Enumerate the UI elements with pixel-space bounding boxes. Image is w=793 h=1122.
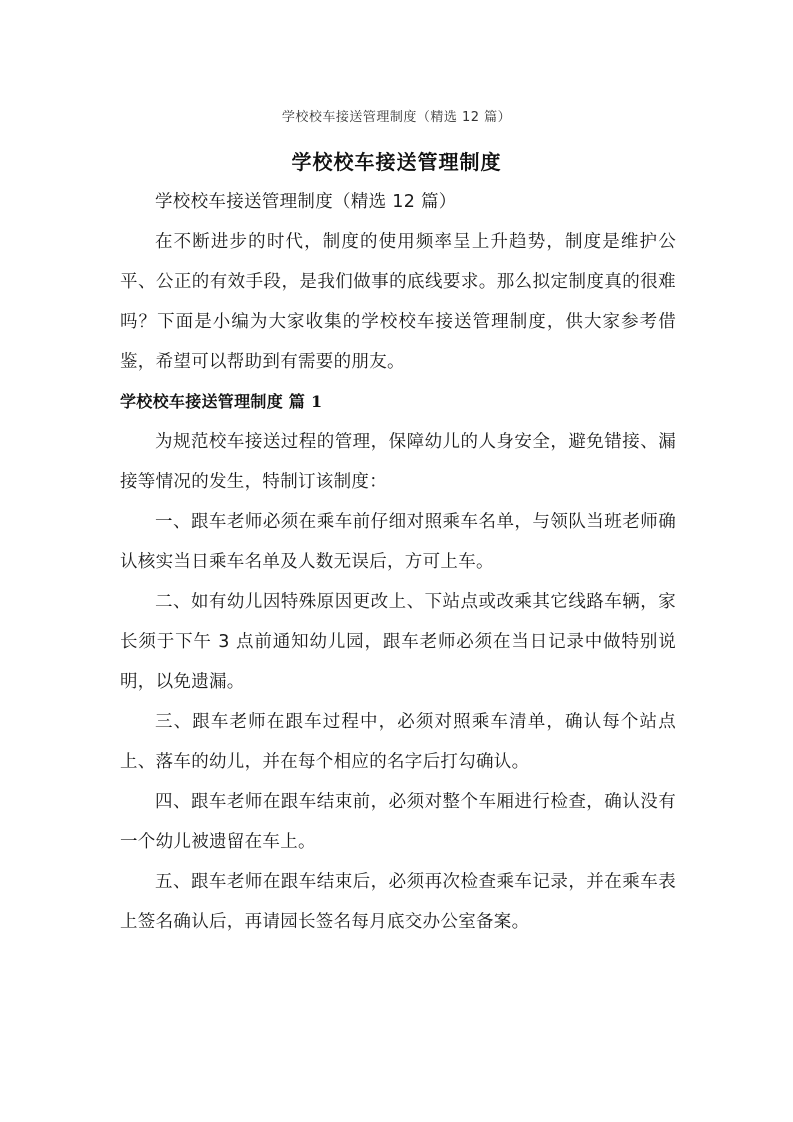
rule-paragraph-4: 四、跟车老师在跟车结束前，必须对整个车厢进行检查，确认没有一个幼儿被遗留在车上。 bbox=[120, 792, 676, 852]
running-header: 学校校车接送管理制度（精选 12 篇） bbox=[281, 110, 512, 125]
rule-paragraph-3: 三、跟车老师在跟车过程中，必须对照乘车清单，确认每个站点上、落车的幼儿，并在每个相应的名字后打勾确认。 bbox=[120, 712, 676, 772]
purpose-paragraph: 为规范校车接送过程的管理，保障幼儿的人身安全，避免错接、漏接等情况的发生，特制订该制度： bbox=[120, 432, 676, 492]
rule-paragraph-5: 五、跟车老师在跟车结束后，必须再次检查乘车记录，并在乘车表上签名确认后，再请园长签名每月底交办公室备案。 bbox=[120, 872, 676, 932]
subtitle-paragraph: 学校校车接送管理制度（精选 12 篇） bbox=[155, 192, 457, 212]
intro-paragraph: 在不断进步的时代，制度的使用频率呈上升趋势，制度是维护公平、公正的有效手段，是我们做事的底线要求。那么拟定制度真的很难吗？下面是小编为大家收集的学校校车接送管理制度，供大家参考借鉴，希望可以帮助到有需要的朋友。 bbox=[120, 232, 676, 372]
rule-paragraph-1: 一、跟车老师必须在乘车前仔细对照乘车名单，与领队当班老师确认核实当日乘车名单及人数无误后，方可上车。 bbox=[120, 512, 676, 572]
document-body bbox=[120, 182, 676, 942]
document-title: 学校校车接送管理制度 bbox=[291, 150, 502, 174]
rule-paragraph-2: 二、如有幼儿因特殊原因更改上、下站点或改乘其它线路车辆，家长须于下午 3 点前通知幼儿园，跟车老师必须在当日记录中做特别说明，以免遗漏。 bbox=[120, 592, 676, 692]
section-heading: 学校校车接送管理制度 篇 1 bbox=[120, 392, 323, 411]
